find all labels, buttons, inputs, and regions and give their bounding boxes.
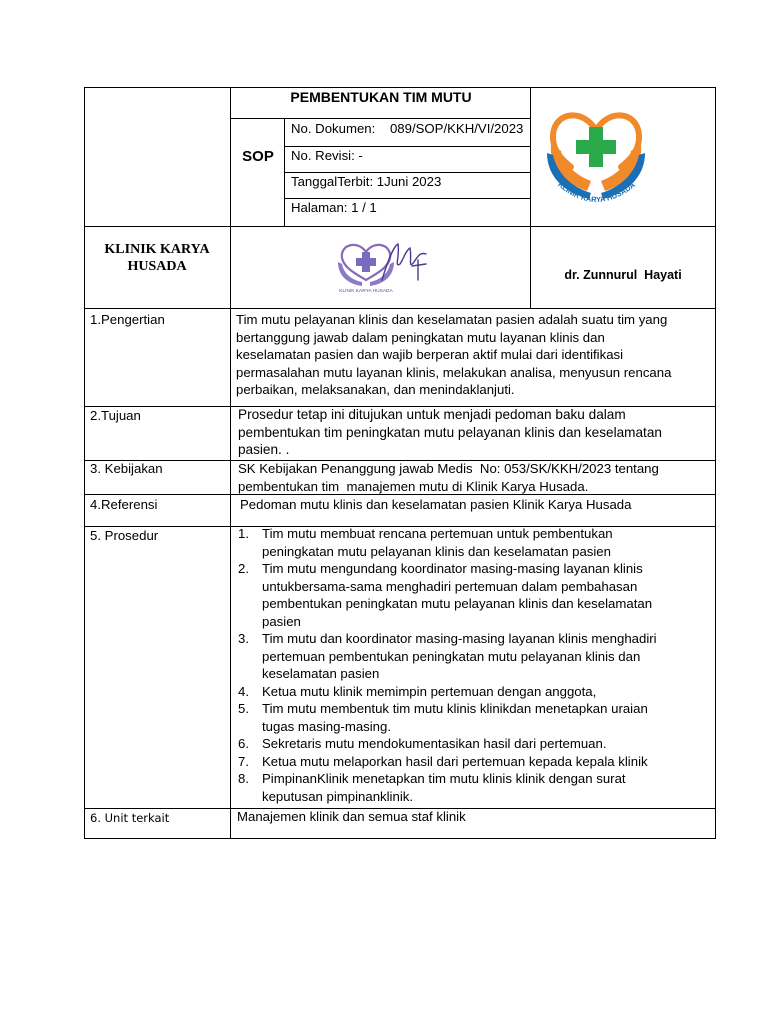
clinic-seal-icon (332, 236, 432, 294)
document-title: PEMBENTUKAN TIM MUTU (290, 89, 472, 105)
step-line: keputusan pimpinanklinik. (262, 788, 414, 804)
label-tujuan: 2.Tujuan (90, 408, 141, 423)
prosedur-step (236, 753, 708, 771)
step-line: pasien (262, 613, 301, 629)
step-line: Sekretaris mutu mendokumentasikan hasil dari pertemuan. (262, 736, 607, 751)
prosedur-list (236, 525, 708, 805)
seal-and-signature (332, 236, 432, 294)
tujuan-line: pasien. . (238, 442, 290, 457)
step-number: 4. (238, 683, 249, 699)
seal-text: KLINIK KARYA HUSADA (339, 289, 393, 294)
tujuan-text (238, 406, 708, 459)
prosedur-step (236, 735, 708, 753)
step-number: 6. (238, 736, 249, 751)
prosedur-step (236, 683, 708, 701)
prosedur-step (236, 525, 708, 560)
page-number: Halaman: 1 / 1 (291, 200, 377, 215)
step-number: 2. (238, 561, 249, 576)
step-number: 7. (238, 753, 249, 769)
unit-terkait-text: Manajemen klinik dan semua staf klinik (237, 809, 466, 824)
step-line: pertemuan pembentukan peningkatan mutu pelayanan klinis dan (262, 648, 641, 664)
step-line: peningkatan mutu pelayanan klinis dan keselamatan pasien (262, 543, 611, 559)
kebijakan-text (238, 460, 708, 495)
header-row-line (84, 226, 716, 227)
step-line: Ketua mutu melaporkan hasil dari pertemuan kepada kepala klinik (262, 753, 648, 769)
step-line: Ketua mutu klinik memimpin pertemuan dengan anggota, (262, 683, 597, 699)
clinic-name (84, 241, 230, 275)
label-kebijakan: 3. Kebijakan (90, 461, 163, 476)
clinic-name-line-1: KLINIK KARYA (104, 242, 210, 257)
referensi-text: Pedoman mutu klinis dan keselamatan pasien Klinik Karya Husada (240, 497, 632, 512)
prosedur-step (236, 630, 708, 683)
pengertian-line: permasalahan mutu layanan klinis, melakukan analisa, menyusun rencana (236, 364, 672, 380)
step-number: 3. (238, 631, 249, 646)
step-line: untukbersama-sama menghadiri pertemuan dalam pembahasan (262, 578, 638, 594)
step-number: 1. (238, 526, 249, 541)
prosedur-step (236, 700, 708, 735)
logo-text-path: KLINIK KARYA HUSADA (556, 179, 637, 205)
pengertian-text (236, 311, 708, 399)
table-border-right (715, 87, 716, 839)
document-number: No. Dokumen: 089/SOP/KKH/VI/2023 (291, 121, 524, 136)
issue-date: TanggalTerbit: 1Juni 2023 (291, 174, 442, 189)
step-line: Tim mutu membentuk tim mutu klinis klinikdan menetapkan uraian (262, 701, 648, 716)
doctor-name: dr. Zunnurul Hayati (564, 268, 682, 282)
pengertian-line: perbaikan, melaksanakan, dan menindaklanjuti. (236, 382, 515, 397)
prosedur-step (236, 560, 708, 630)
prosedur-step (236, 770, 708, 805)
step-line: Tim mutu dan koordinator masing-masing layanan klinis menghadiri (262, 631, 657, 646)
seal-cross-h (356, 258, 376, 266)
label-prosedur: 5. Prosedur (90, 528, 159, 543)
sop-label: SOP (242, 148, 274, 165)
step-number: 5. (238, 701, 249, 716)
clinic-name-line-2: HUSADA (127, 259, 187, 274)
logo-cross-horizontal (576, 140, 616, 154)
kebijakan-line: pembentukan tim manajemen mutu di Klinik Karya Husada. (238, 478, 589, 494)
step-line: tugas masing-masing. (262, 718, 392, 734)
step-line: PimpinanKlinik menetapkan tim mutu klinis klinik dengan surat (262, 771, 626, 786)
step-line: Tim mutu membuat rencana pertemuan untuk pembentukan (262, 526, 613, 541)
step-line: Tim mutu mengundang koordinator masing-masing layanan klinis (262, 561, 643, 576)
pengertian-line: keselamatan pasien dan wajib berperan aktif mulai dari identifikasi (236, 347, 624, 362)
step-line: keselamatan pasien (262, 666, 380, 681)
step-line: pembentukan peningkatan mutu pelayanan klinis dan keselamatan (262, 596, 653, 611)
label-pengertian: 1.Pengertian (90, 312, 165, 327)
pengertian-line: bertanggung jawab dalam peningkatan mutu layanan klinis dan (236, 329, 605, 345)
step-number: 8. (238, 771, 249, 786)
tujuan-line: Prosedur tetap ini ditujukan untuk menjadi pedoman baku dalam (238, 407, 626, 422)
kebijakan-line: SK Kebijakan Penanggung jawab Medis No: 053/SK/KKH/2023 tentang (238, 461, 659, 476)
header-title-underline (230, 118, 530, 119)
revision-number: No. Revisi: - (291, 148, 363, 163)
label-referensi: 4.Referensi (90, 497, 158, 512)
row-line-pengertian (84, 308, 716, 309)
tujuan-line: pembentukan tim peningkatan mutu pelayanan klinis dan keselamatan (238, 424, 662, 440)
table-border-bottom (84, 838, 716, 839)
table-border-left (84, 87, 85, 839)
pengertian-line: Tim mutu pelayanan klinis dan keselamatan pasien adalah suatu tim yang (236, 312, 668, 327)
label-unit-terkait: 6. Unit terkait (90, 811, 170, 825)
clinic-logo-icon (543, 101, 649, 219)
col-divider-left (230, 87, 231, 839)
